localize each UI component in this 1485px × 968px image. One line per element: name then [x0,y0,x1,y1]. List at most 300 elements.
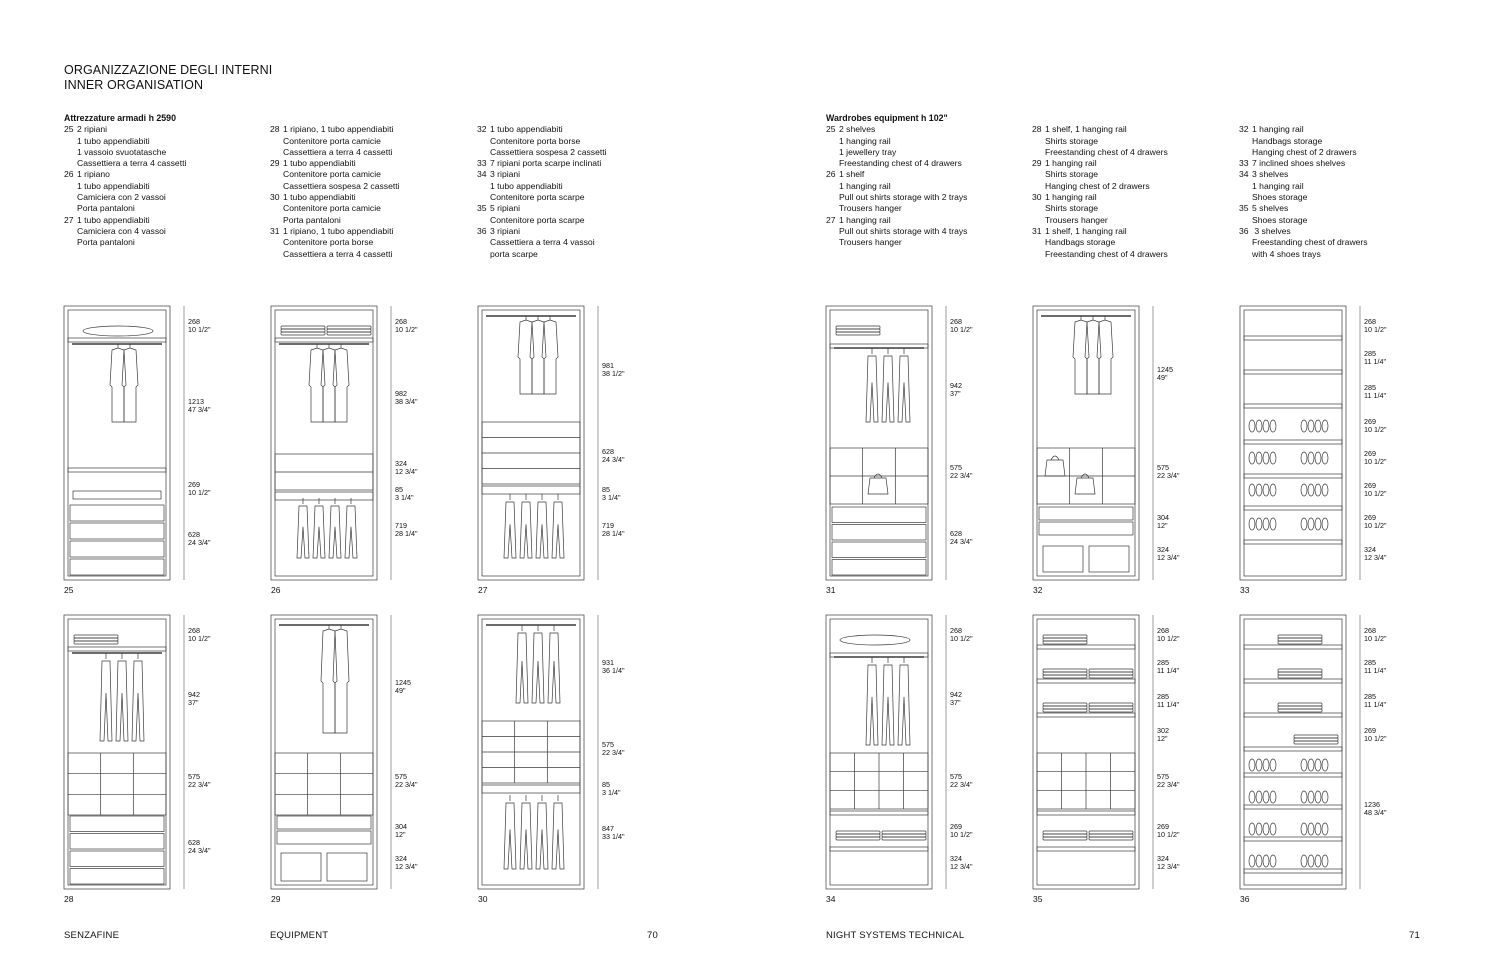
dimension-mm: 269 [1364,481,1376,490]
shoe-icon [1322,484,1328,496]
folded-clothes-icon [836,831,880,834]
wardrobe-inner [830,619,928,885]
dimension-mm: 285 [1364,349,1376,358]
item-text: 1 hanging rail [1045,192,1097,203]
dimension-mm: 269 [1157,822,1169,831]
item-number: 26 [64,169,74,180]
item-text: Pull out shirts storage with 4 trays [839,225,968,236]
dimension-inches: 3 1/4" [602,493,621,502]
item-text: 3 shelves [1252,169,1289,180]
dimension-label [188,627,211,643]
item-text: Freestanding chest of drawers [1252,237,1368,248]
dimension-inches: 37" [188,698,199,707]
dimension-label [602,825,625,841]
dimension-mm: 719 [395,521,407,530]
dimension-label [1364,514,1387,530]
shoe-icon [1263,484,1269,496]
dimension-label [950,464,973,480]
folded-clothes-icon [1278,709,1322,712]
item-text: 1 vassoio svuotatasche [77,146,167,157]
shoe-icon [1249,452,1255,464]
drawer [1039,522,1133,535]
item-text: 1 tubo appendiabiti [77,180,150,191]
trousers-icon [520,494,532,558]
shoe-icon [1315,420,1321,432]
shoe-icon [1270,518,1276,530]
item-text: Cassettiera a terra 4 cassetti [283,146,393,157]
shoe-icon [1249,759,1255,771]
shoe-icon [1249,420,1255,432]
dimension-label [950,823,973,839]
drawer [832,525,926,541]
shoe-icon [1256,791,1262,803]
dimension-inches: 10 1/2" [950,634,973,643]
folded-clothes-icon [1089,669,1133,672]
shoe-icon [1308,823,1314,835]
shelf [1037,811,1135,815]
dimension-mm: 268 [1364,317,1376,326]
unit-number: 34 [826,894,836,904]
item-number: 36 [477,225,487,236]
dimension-inches: 10 1/2" [1364,734,1387,743]
wardrobe-inner [68,310,166,576]
shoe-icon [1256,452,1262,464]
dimension-inches: 10 1/2" [395,325,418,334]
dimension-inches: 22 3/4" [1157,780,1180,789]
dimension-label [1157,464,1180,480]
trousers-icon [536,494,548,558]
folded-clothes-icon [1043,709,1087,712]
folded-clothes-icon [836,326,880,329]
dimension-label [950,627,973,643]
shoe-icon [1308,452,1314,464]
item-number: 35 [1239,203,1249,214]
dimension-mm: 268 [188,317,200,326]
title-english: INNER ORGANISATION [64,78,204,92]
shirts-storage [68,753,166,815]
dimension-mm: 931 [602,658,614,667]
dimension-label [395,460,418,476]
shoe-icon [1270,855,1276,867]
item-number: 30 [1032,192,1042,203]
storage-box [1089,546,1129,572]
dimension-mm: 269 [188,480,200,489]
wardrobe-inner [1244,310,1342,576]
dimension-inches: 10 1/2" [1364,489,1387,498]
shoe-icon [1249,484,1255,496]
dimension-mm: 324 [1157,854,1169,863]
folded-clothes-icon [281,329,325,332]
item-text: Porta pantaloni [77,203,135,214]
item-text: 2 shelves [839,124,876,135]
dimension-label [1157,855,1180,871]
folded-clothes-icon [1278,641,1322,644]
shoe-icon [1308,791,1314,803]
folded-clothes-icon [1294,735,1338,738]
dimension-inches: 37" [950,698,961,707]
item-number: 31 [1032,225,1042,236]
item-text: 1 hanging rail [839,135,891,146]
wardrobe-inner [1244,619,1342,885]
item-text: porta scarpe [490,248,538,259]
item-text: Hanging chest of 2 drawers [1045,180,1150,191]
drawer [70,505,164,521]
wardrobe-frame [1033,615,1139,889]
dimension-mm: 304 [1157,513,1169,522]
shoe-icon [1263,823,1269,835]
dimension-label [1364,801,1387,817]
storage-box [1043,546,1083,572]
dimension-label [395,318,418,334]
trousers-icon [329,498,341,558]
dimension-label [1364,384,1386,400]
shelf [1244,370,1342,374]
drawer [70,834,164,850]
item-text: Shirts storage [1045,203,1099,214]
dimension-label [1157,627,1180,643]
dimension-label [395,390,418,406]
dimension-label [395,522,418,538]
shoe-icon [1270,420,1276,432]
dimension-mm: 324 [950,854,962,863]
folded-clothes-icon [281,326,325,329]
item-number: 25 [64,124,74,135]
item-text: Cassettiera sospesa 2 cassetti [490,146,607,157]
folded-clothes-icon [74,641,118,644]
folded-clothes-icon [1089,706,1133,709]
dimension-mm: 268 [188,626,200,635]
wardrobe-frame [1240,306,1346,580]
wardrobe-inner [68,619,166,885]
dimension-label [602,486,621,502]
dimension-label [1364,627,1387,643]
dimension-mm: 982 [395,389,407,398]
item-text: Porta pantaloni [77,237,135,248]
shoe-icon [1263,855,1269,867]
dimension-mm: 719 [602,521,614,530]
dimension-label [188,318,211,334]
wardrobe-inner [1037,310,1135,576]
shelf [1244,805,1342,809]
item-text: Shoes storage [1252,192,1308,203]
folded-clothes-icon [836,332,880,335]
dimension-mm: 285 [1364,658,1376,667]
title-italian: ORGANIZZAZIONE DEGLI INTERNI [64,63,273,77]
trousers-icon [548,625,560,703]
item-text: Contenitore porta borse [283,237,374,248]
dimension-mm: 575 [950,463,962,472]
dimension-inches: 47 3/4" [188,405,211,414]
shelf [1244,869,1342,873]
shelf [830,811,928,815]
item-text: Freestanding chest of 4 drawers [1045,248,1168,259]
dimension-inches: 11 1/4" [1364,391,1387,400]
dimension-inches: 49" [1157,373,1168,382]
item-text: Contenitore porta scarpe [490,214,585,225]
drawer [70,541,164,557]
folded-clothes-icon [1089,675,1133,678]
item-text: Freestanding chest of 4 drawers [1045,146,1168,157]
unit-number: 36 [1240,894,1250,904]
dimension-inches: 36 1/4" [602,666,625,675]
folded-clothes-icon [1294,738,1338,741]
shoe-icon [1249,855,1255,867]
dimension-label [1364,350,1386,366]
shoe-icon [1256,823,1262,835]
dimension-inches: 10 1/2" [1364,325,1387,334]
trousers-icon [313,498,325,558]
dimension-mm: 269 [1364,726,1376,735]
shelf [275,338,373,342]
trousers-icon [297,498,309,558]
dimension-label [395,773,418,789]
item-text: 1 tubo appendiabiti [490,180,563,191]
drawer [277,816,371,829]
dimension-inches: 24 3/4" [602,455,625,464]
drawer [832,542,926,558]
item-text: Trousers hanger [839,237,902,248]
folded-clothes-icon [1043,672,1087,675]
shelf [68,647,166,651]
shelf [1244,440,1342,444]
handbag-icon [868,474,888,494]
dimension-mm: 1245 [1157,365,1173,374]
item-text: Trousers hanger [839,203,902,214]
folded-clothes-icon [74,638,118,641]
drawer [277,831,371,844]
shoe-icon [1263,452,1269,464]
dimension-mm: 269 [1364,513,1376,522]
folded-clothes-icon [1043,635,1087,638]
dimension-mm: 285 [1157,692,1169,701]
dimension-label [1364,318,1387,334]
dimension-label [188,839,211,855]
item-number: 27 [64,214,74,225]
dimension-mm: 575 [395,772,407,781]
trousers-icon [100,653,112,741]
dimension-label [395,679,411,695]
folded-clothes-icon [1089,703,1133,706]
dimension-mm: 628 [188,838,200,847]
folded-clothes-icon [1278,669,1322,672]
item-number: 26 [826,169,836,180]
shoe-icon [1301,518,1307,530]
shoe-icon [1301,823,1307,835]
item-number: 33 [1239,158,1249,169]
shelf [68,338,166,342]
item-text: with 4 shoes trays [1252,248,1321,259]
dimension-mm: 942 [188,690,200,699]
dimension-inches: 11 1/4" [1364,700,1387,709]
item-text: Contenitore porta scarpe [490,192,585,203]
item-text: 1 hanging rail [1045,158,1097,169]
shelf [1244,713,1342,717]
dimension-mm: 324 [1157,545,1169,554]
item-text: 7 inclined shoes shelves [1252,158,1346,169]
shoe-icon [1308,420,1314,432]
trousers-icon [552,494,564,558]
dimension-inches: 38 3/4" [395,397,418,406]
drawer [70,869,164,885]
dimension-label [1157,823,1180,839]
shoe-icon [1322,518,1328,530]
shelf [1244,506,1342,510]
column-heading: Attrezzature armadi h 2590 [64,113,176,123]
dimension-inches: 10 1/2" [1364,521,1387,530]
dimension-label [950,382,962,398]
shoe-icon [1270,452,1276,464]
unit-number: 30 [478,894,488,904]
drawer [832,560,926,576]
folded-clothes-icon [1089,834,1133,837]
shoe-icon [1315,759,1321,771]
unit-number: 33 [1240,585,1250,595]
trousers-icon [504,795,516,869]
dimension-inches: 37" [950,389,961,398]
pillow-icon [840,635,910,645]
shelf [1244,679,1342,683]
wardrobe-frame [1033,306,1139,580]
shoe-icon [1322,420,1328,432]
dimension-inches: 22 3/4" [950,471,973,480]
item-text: 1 ripiano, 1 tubo appendiabiti [283,225,394,236]
dimension-label [602,362,625,378]
drawer [1039,507,1133,520]
dimension-mm: 628 [602,447,614,456]
shirts-storage [275,753,373,815]
dimension-inches: 38 1/2" [602,369,625,378]
folded-clothes-icon [836,837,880,840]
trousers-icon [552,795,564,869]
folded-clothes-icon [1043,706,1087,709]
dimension-label [602,448,625,464]
drawer [70,851,164,867]
trousers-icon [882,348,894,422]
dimension-inches: 48 3/4" [1364,808,1387,817]
dimension-label [1364,727,1387,743]
shoe-icon [1270,759,1276,771]
dimension-label [188,691,200,707]
dimension-inches: 3 1/4" [602,788,621,797]
dimension-mm: 628 [188,530,200,539]
jewellery-tray [73,491,161,499]
dimension-label [1157,727,1169,743]
item-text: 3 ripiani [490,225,521,236]
folded-clothes-icon [327,329,371,332]
shoe-icon [1315,484,1321,496]
folded-clothes-icon [1043,834,1087,837]
dimension-mm: 575 [188,772,200,781]
folded-clothes-icon [882,837,926,840]
folded-clothes-icon [882,834,926,837]
footer-page-right: 71 [1409,930,1420,941]
wardrobe-inner [830,310,928,576]
dimension-mm: 1213 [188,397,204,406]
trousers-icon [866,348,878,422]
dimension-inches: 24 3/4" [188,538,211,547]
dimension-inches: 49" [395,686,406,695]
shoe-icon [1270,791,1276,803]
folded-clothes-icon [1089,672,1133,675]
dimension-mm: 324 [1364,545,1376,554]
drawer [70,559,164,575]
shoe-icon [1256,484,1262,496]
shelf [1244,404,1342,408]
item-number: 27 [826,214,836,225]
item-text: Contenitore porta camicie [283,135,381,146]
item-text: 3 shelves [1252,225,1291,236]
wardrobe-frame [826,615,932,889]
folded-clothes-icon [327,332,371,335]
shoe-icon [1263,518,1269,530]
column-heading: Wardrobes equipment h 102" [826,113,948,123]
folded-clothes-icon [1278,675,1322,678]
item-text: 1 shelf [839,169,865,180]
wardrobe-frame [826,306,932,580]
item-text: 1 jewellery tray [839,146,897,157]
unit-number: 29 [271,894,281,904]
dimension-inches: 12 3/4" [395,862,418,871]
dimension-mm: 575 [1157,772,1169,781]
dimension-mm: 1236 [1364,800,1380,809]
dimension-label [1364,693,1386,709]
folded-clothes-icon [281,332,325,335]
dimension-mm: 269 [950,822,962,831]
handbag-icon [1045,456,1065,476]
folded-clothes-icon [836,834,880,837]
trousers-icon [898,657,910,745]
folded-clothes-icon [882,831,926,834]
trousers-icon [132,653,144,741]
shelf [1244,773,1342,777]
item-text: 1 hanging rail [839,214,891,225]
dimension-label [1364,659,1386,675]
item-number: 31 [270,225,280,236]
dimension-label [950,855,973,871]
storage-box [327,853,367,881]
dimension-mm: 85 [395,485,403,494]
item-number: 28 [1032,124,1042,135]
dimension-inches: 28 1/4" [395,529,418,538]
folded-clothes-icon [1043,669,1087,672]
item-number: 33 [477,158,487,169]
shoe-icon [1256,759,1262,771]
trousers-icon [866,657,878,745]
item-text: 3 ripiani [490,169,521,180]
dimension-label [1364,546,1387,562]
dimension-mm: 324 [395,854,407,863]
dimension-inches: 12 3/4" [950,862,973,871]
dimension-mm: 285 [1364,692,1376,701]
item-number: 29 [1032,158,1042,169]
shoe-icon [1308,518,1314,530]
unit-number: 32 [1033,585,1043,595]
shelf [1244,837,1342,841]
item-text: 5 shelves [1252,203,1289,214]
item-number: 25 [826,124,836,135]
trousers-icon [504,494,516,558]
item-text: Cassettiera a terra 4 cassetti [283,248,393,259]
dimension-mm: 942 [950,690,962,699]
item-text: 1 tubo appendiabiti [283,192,356,203]
dimension-mm: 1245 [395,678,411,687]
dimension-label [395,855,418,871]
dimension-label [602,781,621,797]
dimension-label [950,530,973,546]
shelf [1244,474,1342,478]
item-text: Cassettiera a terra 4 cassetti [77,158,187,169]
dimension-inches: 22 3/4" [1157,471,1180,480]
